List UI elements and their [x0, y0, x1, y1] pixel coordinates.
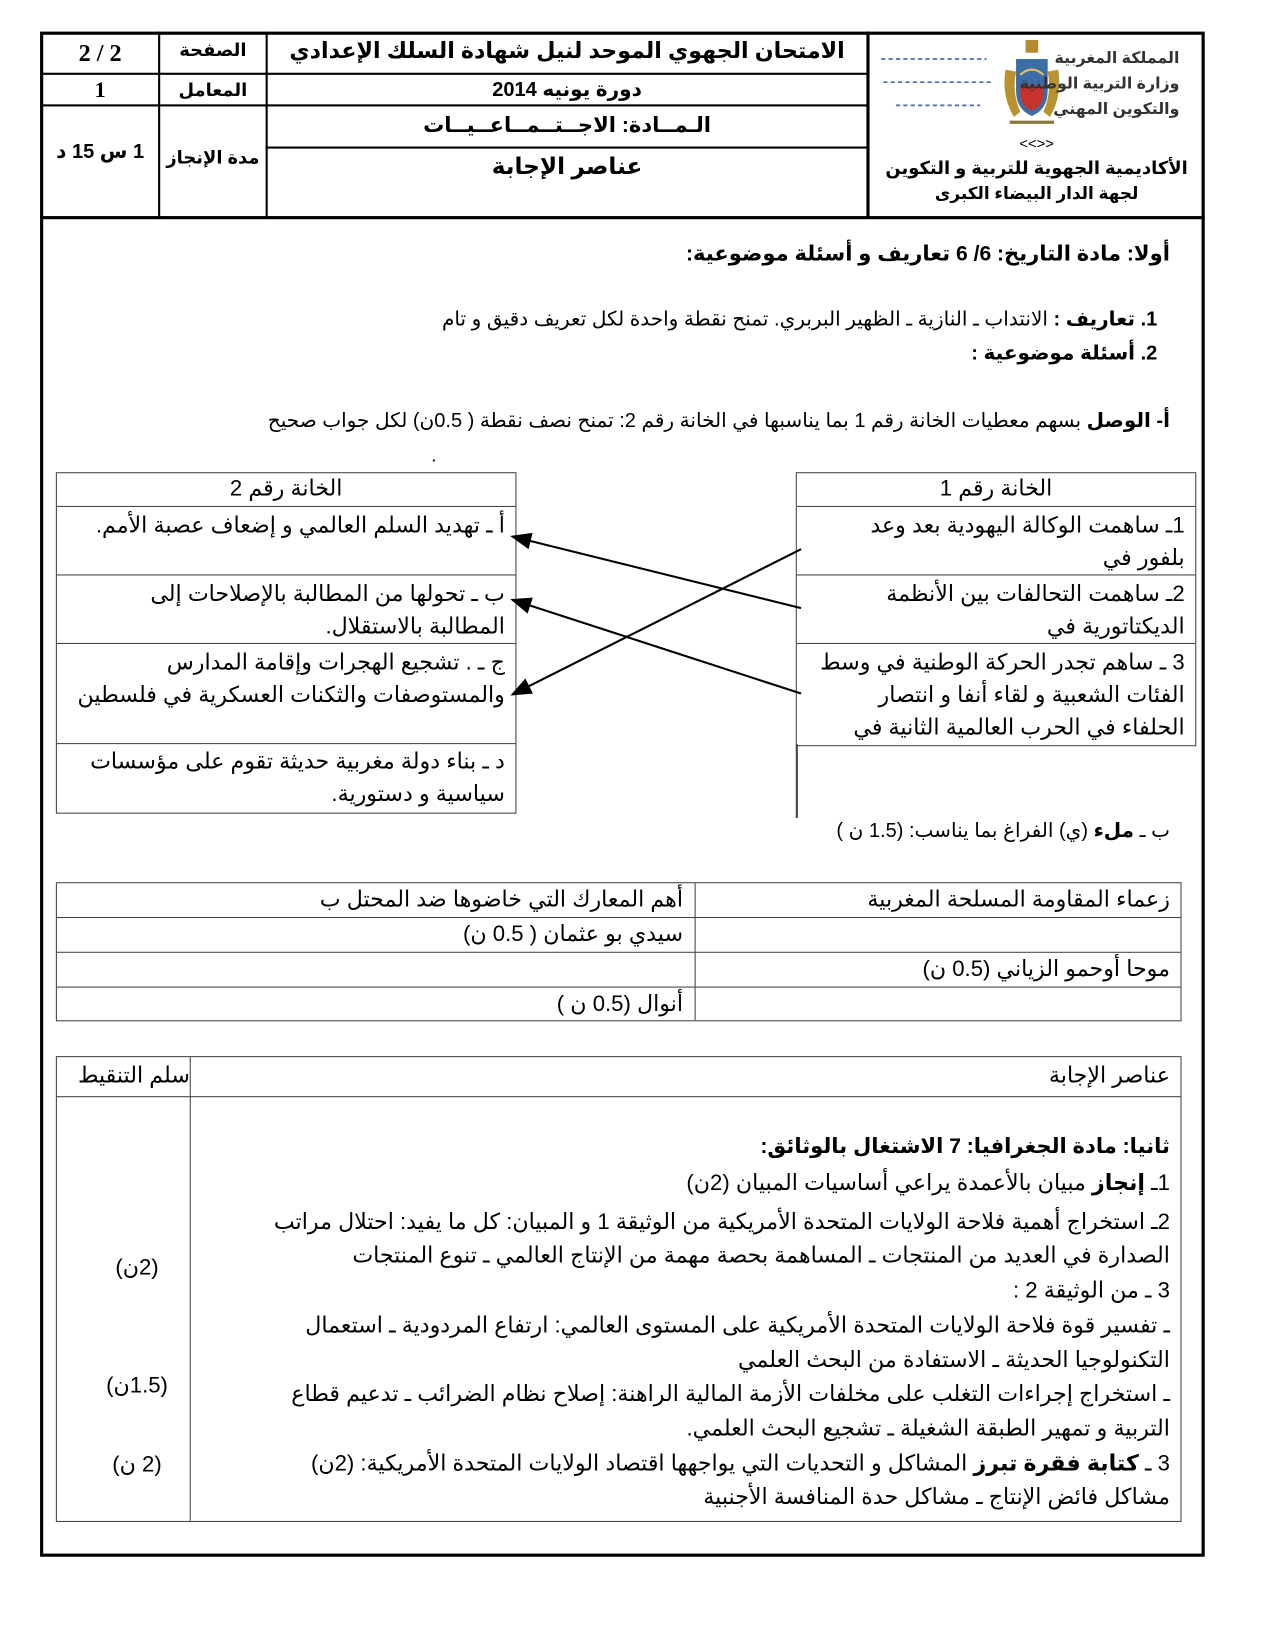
question-label: تعاريف :	[1053, 308, 1136, 331]
question-text: الانتداب ـ النازية ـ الظهير البربري. تمنح نقطة واحدة لكل تعريف دقيق و تام	[442, 308, 1048, 331]
exam-subject: الـمــادة: الاجــتــمــاعــيــات	[423, 113, 711, 138]
column-header-answers: عناصر الإجابة	[1048, 1063, 1170, 1088]
page-number: 2 / 2	[78, 40, 122, 67]
table-cell: أنوال (0.5 ن )	[556, 991, 683, 1017]
geography-section-title: ثانيا: مادة الجغرافيا: 7 الاشتغال بالوثائق:	[760, 1135, 1170, 1159]
academy-name: الأكاديمية الجهوية للتربية و التكوين	[885, 158, 1188, 179]
fill-prefix: ب ـ	[1139, 820, 1170, 843]
arrow-2-to-a	[512, 536, 801, 608]
list-item: 3 ـ ساهم تجدر الحركة الوطنية في وسط الفئات الشعبية و لقاء أنفا و انتصار الحلفاء في الحرب العالمية الثانية في	[820, 650, 1185, 740]
resistance-table	[56, 882, 1182, 1021]
arrow-1-to-c	[512, 549, 801, 694]
table-cell: سيدي بو عثمان ( 0.5 ن)	[463, 922, 683, 947]
page-label: الصفحة	[179, 40, 247, 61]
list-item: 2ـ ساهمت التحالفات بين الأنظمة الديكتاتورية في	[886, 581, 1185, 639]
answer-line: ـ استخراج إجراءات التغلب على مخلفات الأزمة المالية الراهنة: إصلاح نظام الضرائب ـ تدعيم قطاع	[291, 1382, 1170, 1407]
matching-text: بسهم معطيات الخانة رقم 1 بما يناسبها في الخانة رقم 2: تمنح نصف نقطة ( 0.5ن) لكل جواب صحيح	[267, 410, 1082, 433]
answer-line: الصدارة في العديد من المنتجات ـ المساهمة بحصة مهمة من الإنتاج العالمي ـ تنوع المنتجات	[352, 1244, 1170, 1269]
duration-value: 1 س 15 د	[56, 141, 145, 164]
duration-label: مدة الإنجاز	[166, 147, 260, 168]
ministry-line: والتكوين المهني	[1053, 100, 1180, 119]
matching-label: أ- الوصل	[1086, 410, 1170, 433]
ministry-line: المملكة المغربية	[1054, 49, 1180, 68]
score: (2 ن)	[112, 1452, 162, 1477]
logo-separator: <<>>	[1019, 134, 1054, 152]
answer-line: ـ تفسير قوة فلاحة الولايات المتحدة الأمريكية على المستوى العالمي: ارتفاع المردودية ـ استعمال	[305, 1313, 1170, 1338]
question-number: 1.	[1140, 308, 1158, 331]
coefficient-value: 1	[94, 76, 106, 103]
box-header: الخانة رقم 2	[229, 476, 343, 501]
answer-line: التكنولوجيا الحديثة ـ الاستفادة من البحث العلمي	[738, 1347, 1170, 1372]
academy-region: لجهة الدار البيضاء الكبرى	[934, 185, 1139, 204]
exam-title: الامتحان الجهوي الموحد لنيل شهادة السلك الإعدادي	[289, 38, 845, 64]
table-cell: موحا أوحمو الزياني (0.5 ن)	[922, 957, 1170, 982]
coefficient-label: المعامل	[178, 80, 248, 101]
score: (2ن)	[115, 1255, 159, 1280]
list-item: ب ـ تحولها من المطالبة بالإصلاحات إلى المطالبة بالاستقلال.	[150, 581, 505, 639]
answer-line: 3 ـ من الوثيقة 2 :	[1012, 1278, 1170, 1303]
answer-line: 2ـ استخراج أهمية فلاحة الولايات المتحدة الأمريكية من الوثيقة 1 و المبيان: كل ما يفيد: احتلال مراتب	[273, 1209, 1170, 1234]
list-item: ج ـ . تشجيع الهجرات وإقامة المدارس والمستوصفات والثكنات العسكرية في فلسطين	[77, 650, 505, 708]
answer-line: 1ـ إنجاز مبيان بالأعمدة يراعي أساسيات المبيان (2ن)	[686, 1170, 1170, 1196]
box-header: الخانة رقم 1	[939, 476, 1053, 501]
list-item: أ ـ تهديد السلم العالمي و إضعاف عصبة الأمم.	[95, 513, 505, 538]
stray-dot: .	[431, 444, 437, 466]
exam-session: دورة يونيه 2014	[492, 79, 642, 102]
column-header-scale: سلم التنقيط	[77, 1063, 190, 1088]
fill-text: (ي) الفراغ بما يناسب: (1.5 ن )	[836, 820, 1089, 843]
list-item: 1ـ ساهمت الوكالة اليهودية بعد وعد بلفور في	[870, 513, 1185, 571]
list-item: د ـ بناء دولة مغربية حديثة تقوم على مؤسسات سياسية و دستورية.	[90, 749, 505, 807]
history-section-title: أولا: مادة التاريخ: 6/ 6 تعاريف و أسئلة موضوعية:	[685, 242, 1170, 266]
arrow-3-to-b	[512, 600, 801, 694]
table-header: زعماء المقاومة المسلحة المغربية	[867, 887, 1170, 912]
answer-line: 3 ـ كتابة فقرة تبرز المشاكل و التحديات التي يواجهها اقتصاد الولايات المتحدة الأمريكية: (2ن)	[310, 1450, 1170, 1476]
document-type: عناصر الإجابة	[491, 152, 643, 180]
answer-line: التربية و تمهير الطبقة الشغيلة ـ تشجيع البحث العلمي.	[686, 1416, 1170, 1441]
geography-answers	[274, 1167, 1170, 1516]
fill-label: ملء	[1093, 820, 1135, 843]
fill-blank-instructions	[836, 819, 1170, 843]
table-header: أهم المعارك التي خاضوها ضد المحتل ب	[319, 887, 683, 912]
answer-line: مشاكل فائض الإنتاج ـ مشاكل حدة المنافسة الأجنبية	[703, 1485, 1170, 1510]
ministry-line: وزارة التربية الوطنية	[1019, 74, 1180, 93]
score: (1.5ن)	[106, 1373, 168, 1398]
objective-questions-title: 2. أسئلة موضوعية :	[971, 342, 1158, 365]
